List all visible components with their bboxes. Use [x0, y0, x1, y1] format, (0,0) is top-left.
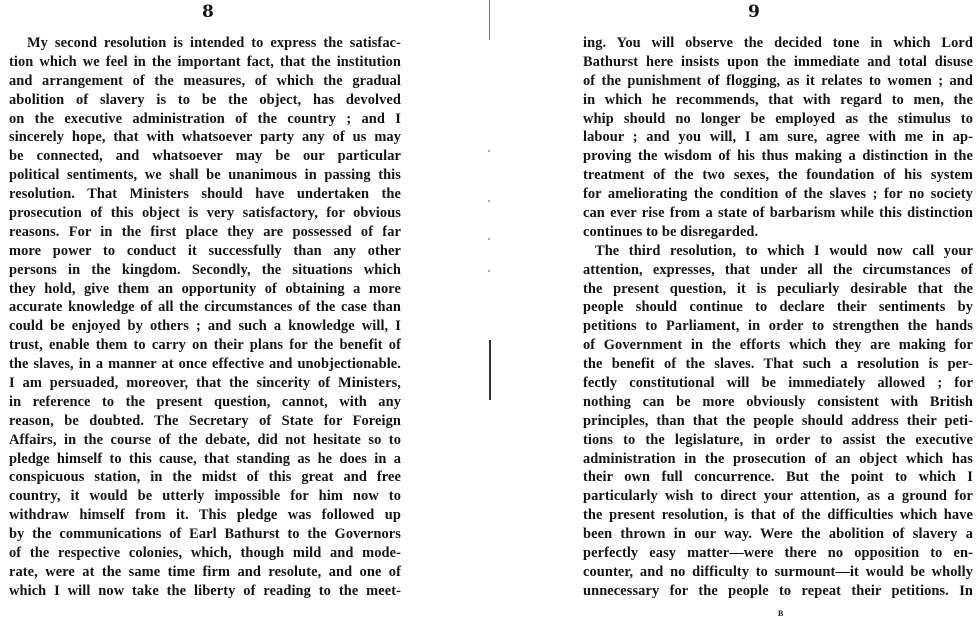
text-line: withdraw himself from it. This pledge was followed up — [9, 507, 401, 524]
text-line: resolution. That Ministers should have undertaken the — [9, 186, 401, 203]
text-line: tion which we feel in the important fact, that the institution — [9, 53, 401, 70]
text-line: reason, be doubted. The Secretary of State for Foreign — [9, 412, 401, 429]
text-line: conspicuous station, in the midst of this great and free — [9, 469, 401, 486]
text-line: particularly wish to direct your attention, as a ground for — [583, 488, 973, 505]
text-line: and arrangement of the measures, of which the gradual — [9, 72, 401, 89]
page-number-right: 9 — [748, 2, 760, 22]
right-page — [490, 0, 980, 626]
right-page-text — [583, 34, 973, 601]
text-line: on the executive administration of the country ; and I — [9, 110, 401, 127]
text-line: pledge himself to this cause, that standing as he does in a — [9, 450, 401, 467]
text-line: political sentiments, we shall be unanimous in passing this — [9, 167, 401, 184]
text-line: counter, and no difficulty to surmount—it would be wholly — [583, 563, 973, 580]
text-line: of the punishment of flogging, as it relates to women ; and — [583, 72, 973, 89]
text-line: in reference to the present question, cannot, with any — [9, 393, 401, 410]
text-line: the benefit of the slaves. That such a resolution is per- — [583, 356, 973, 373]
text-line: which I will now take the liberty of reading to the meet- — [9, 582, 401, 599]
text-line: Bathurst here insists upon the immediate and total disuse — [583, 53, 973, 70]
text-line: by the communications of Earl Bathurst to the Governors — [9, 526, 401, 543]
text-line: Affairs, in the course of the debate, did not hesitate so to — [9, 431, 401, 448]
text-line: the present question, it is peculiarly desirable that the — [583, 280, 973, 297]
text-line: principles, than that the people should address their peti- — [583, 412, 973, 429]
signature-mark: B — [778, 609, 784, 618]
text-line: proving the wisdom of his thus making a distinction in the — [583, 148, 973, 165]
text-line: country, it would be utterly impossible for him now to — [9, 488, 401, 505]
text-line: nothing can be more obviously consistent with British — [583, 393, 973, 410]
text-line: can ever rise from a state of barbarism while this distinction — [583, 205, 973, 222]
text-line: trust, enable them to carry on their plans for the benefit of — [9, 337, 401, 354]
text-line: their own full concurrence. But the point to which I — [583, 469, 973, 486]
text-line: of Government in the efforts which they are making for — [583, 337, 973, 354]
text-line: fectly constitutional will be immediately allowed ; for — [583, 375, 973, 392]
text-line: I am persuaded, moreover, that the sincerity of Ministers, — [9, 375, 401, 392]
text-line: in which he recommends, that with regard to men, the — [583, 91, 973, 108]
text-line: for ameliorating the condition of the slaves ; for no society — [583, 186, 973, 203]
page-number-left: 8 — [202, 2, 214, 22]
text-line: whip should no longer be employed as the stimulus to — [583, 110, 973, 127]
text-line: they hold, give them an opportunity of obtaining a more — [9, 280, 401, 297]
text-line: persons in the kingdom. Secondly, the situations which — [9, 261, 401, 278]
text-line: The third resolution, to which I would now call your — [595, 242, 973, 259]
text-line: more power to conduct it successfully than any other — [9, 242, 401, 259]
text-line: reasons. For in the first place they are possessed of far — [9, 223, 401, 240]
text-line: tions to the legislature, in order to assist the executive — [583, 431, 973, 448]
text-line: accurate knowledge of all the circumstances of the case than — [9, 299, 401, 316]
text-line: continues to be disregarded. — [583, 223, 759, 240]
text-line: people should continue to declare their sentiments by — [583, 299, 973, 316]
text-line: administration in the prosecution of an object which has — [583, 450, 973, 467]
text-line: ing. You will observe the decided tone in which Lord — [583, 35, 973, 51]
text-line: unnecessary for the people to repeat their petitions. In — [583, 582, 973, 599]
text-line: prosecution of this object is very satisfactory, for obvious — [9, 205, 401, 222]
text-line: of the respective colonies, which, though mild and mode- — [9, 545, 401, 562]
text-line: sincerely hope, that with whatsoever party any of us may — [9, 129, 401, 146]
text-line: labour ; and you will, I am sure, agree with me in ap- — [583, 129, 973, 146]
text-line: be connected, and whatsoever may be our particular — [9, 148, 401, 165]
text-line: My second resolution is intended to express the satisfac- — [27, 35, 401, 51]
text-line: could be enjoyed by others ; and such a knowledge will, I — [9, 318, 401, 335]
text-line: attention, expresses, that under all the circumstances of — [583, 261, 973, 278]
text-line: treatment of the two sexes, the foundation of his system — [583, 167, 973, 184]
text-line: been thrown in our way. Were the abolition of slavery a — [583, 526, 973, 543]
left-page-text — [9, 34, 401, 601]
text-line: petitions to Parliament, in order to strengthen the hands — [583, 318, 973, 335]
text-line: the slaves, in a manner at once effective and unobjectionable. — [9, 356, 401, 373]
text-line: abolition of slavery is to be the object, has devolved — [9, 91, 401, 108]
text-line: the present resolution, is that of the difficulties which have — [583, 507, 973, 524]
text-line: perfectly easy matter—were there no opposition to en- — [583, 545, 973, 562]
text-line: rate, were at the same time firm and resolute, and one of — [9, 563, 401, 580]
